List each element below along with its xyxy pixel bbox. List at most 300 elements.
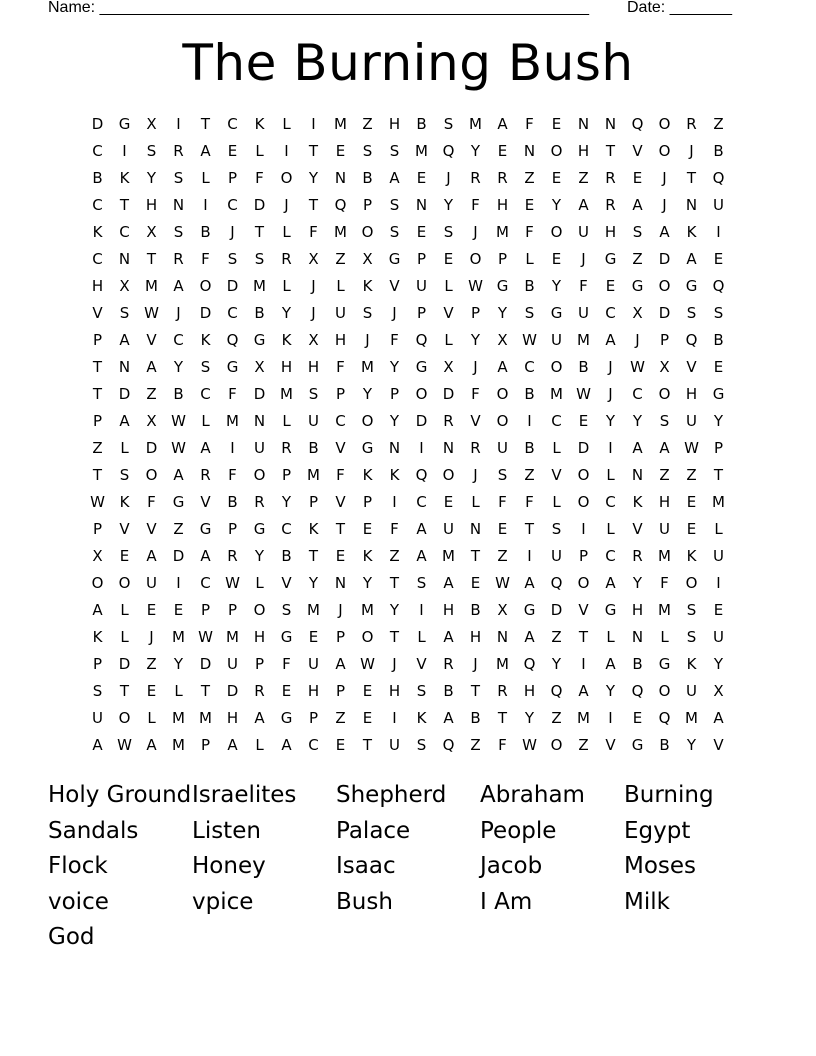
- grid-letter: Q: [550, 682, 563, 700]
- grid-letter: T: [470, 547, 481, 565]
- grid-letter: R: [254, 493, 265, 511]
- grid-letter: U: [713, 196, 724, 214]
- word-list-item: I Am: [480, 888, 533, 915]
- grid-letter: L: [552, 493, 561, 511]
- grid-letter: S: [416, 736, 427, 754]
- grid-letter: C: [92, 142, 103, 160]
- grid-letter: A: [389, 169, 400, 187]
- grid-letter: U: [578, 223, 589, 241]
- grid-letter: H: [658, 493, 671, 511]
- grid-letter: Y: [173, 358, 184, 376]
- grid-letter: C: [92, 250, 103, 268]
- grid-letter: G: [199, 520, 212, 538]
- grid-letter: P: [92, 655, 103, 673]
- grid-letter: E: [713, 358, 724, 376]
- grid-letter: A: [254, 709, 265, 727]
- grid-letter: U: [659, 520, 670, 538]
- grid-letter: Z: [335, 250, 346, 268]
- grid-letter: S: [92, 682, 103, 700]
- grid-letter: A: [335, 655, 346, 673]
- grid-letter: N: [118, 358, 131, 376]
- grid-letter: L: [552, 439, 561, 457]
- grid-letter: A: [443, 709, 454, 727]
- word-list-item: Bush: [336, 888, 393, 915]
- grid-letter: Y: [470, 331, 481, 349]
- grid-letter: L: [471, 493, 480, 511]
- grid-letter: F: [525, 115, 534, 133]
- grid-letter: M: [199, 709, 212, 727]
- grid-letter: E: [605, 277, 616, 295]
- grid-letter: H: [307, 682, 320, 700]
- grid-letter: E: [578, 412, 589, 430]
- grid-letter: C: [308, 736, 319, 754]
- grid-letter: A: [173, 277, 184, 295]
- grid-letter: U: [497, 439, 508, 457]
- grid-letter: M: [469, 115, 482, 133]
- grid-letter: R: [605, 196, 616, 214]
- grid-letter: S: [686, 304, 697, 322]
- grid-letter: O: [361, 412, 374, 430]
- grid-letter: V: [281, 574, 292, 592]
- grid-letter: B: [713, 331, 724, 349]
- grid-letter: Y: [686, 736, 697, 754]
- grid-letter: J: [689, 142, 694, 160]
- grid-letter: B: [416, 115, 427, 133]
- grid-letter: H: [145, 196, 158, 214]
- grid-letter: P: [335, 628, 346, 646]
- grid-letter: K: [362, 277, 373, 295]
- grid-letter: T: [605, 142, 616, 160]
- grid-letter: Q: [415, 331, 428, 349]
- grid-letter: Q: [658, 709, 671, 727]
- grid-letter: S: [146, 142, 157, 160]
- grid-letter: V: [632, 142, 643, 160]
- grid-letter: V: [578, 601, 589, 619]
- grid-letter: T: [470, 682, 481, 700]
- grid-letter: N: [253, 412, 266, 430]
- grid-letter: M: [577, 331, 590, 349]
- grid-letter: M: [226, 628, 239, 646]
- grid-letter: A: [524, 574, 535, 592]
- grid-letter: L: [174, 682, 183, 700]
- grid-letter: O: [91, 574, 104, 592]
- grid-letter: F: [282, 655, 291, 673]
- grid-row: [84, 624, 732, 651]
- grid-letter: M: [415, 142, 428, 160]
- grid-letter: V: [443, 304, 454, 322]
- grid-letter: R: [281, 439, 292, 457]
- grid-letter: S: [173, 169, 184, 187]
- grid-letter: C: [605, 304, 616, 322]
- grid-letter: T: [308, 547, 319, 565]
- grid-letter: O: [685, 574, 698, 592]
- grid-letter: Z: [335, 709, 346, 727]
- grid-letter: X: [146, 115, 157, 133]
- grid-letter: P: [200, 601, 211, 619]
- grid-letter: P: [227, 169, 238, 187]
- grid-row: [84, 138, 732, 165]
- grid-letter: J: [473, 223, 478, 241]
- grid-letter: E: [686, 493, 697, 511]
- grid-letter: O: [253, 466, 266, 484]
- grid-letter: M: [280, 385, 293, 403]
- grid-letter: J: [392, 655, 397, 673]
- grid-letter: Y: [173, 655, 184, 673]
- grid-letter: S: [389, 196, 400, 214]
- grid-letter: S: [416, 574, 427, 592]
- grid-letter: T: [92, 358, 103, 376]
- grid-letter: M: [172, 628, 185, 646]
- grid-letter: Z: [146, 385, 157, 403]
- grid-letter: K: [119, 169, 130, 187]
- grid-letter: E: [632, 169, 643, 187]
- word-list-item: Milk: [624, 888, 670, 915]
- grid-letter: S: [686, 628, 697, 646]
- grid-letter: Q: [550, 574, 563, 592]
- grid-letter: O: [280, 169, 293, 187]
- grid-letter: A: [92, 601, 103, 619]
- grid-letter: F: [201, 250, 210, 268]
- grid-letter: L: [120, 439, 129, 457]
- grid-letter: B: [254, 304, 265, 322]
- grid-letter: E: [497, 142, 508, 160]
- grid-letter: A: [443, 574, 454, 592]
- grid-letter: M: [550, 385, 563, 403]
- grid-letter: N: [604, 115, 617, 133]
- grid-row: [84, 327, 732, 354]
- grid-letter: N: [442, 439, 455, 457]
- grid-letter: A: [497, 358, 508, 376]
- grid-letter: B: [200, 223, 211, 241]
- grid-letter: S: [524, 304, 535, 322]
- grid-letter: B: [470, 709, 481, 727]
- grid-row: [84, 732, 732, 759]
- grid-letter: C: [227, 115, 238, 133]
- letter-grid: [84, 111, 732, 759]
- grid-letter: X: [308, 250, 319, 268]
- grid-letter: A: [416, 547, 427, 565]
- word-list-item: voice: [48, 888, 109, 915]
- grid-letter: S: [443, 223, 454, 241]
- grid-letter: Z: [497, 547, 508, 565]
- grid-letter: W: [90, 493, 105, 511]
- grid-letter: O: [496, 412, 509, 430]
- grid-letter: Y: [362, 574, 373, 592]
- grid-letter: B: [443, 682, 454, 700]
- grid-letter: U: [686, 682, 697, 700]
- grid-letter: N: [388, 439, 401, 457]
- grid-letter: L: [282, 115, 291, 133]
- grid-letter: O: [361, 628, 374, 646]
- grid-letter: E: [362, 709, 373, 727]
- grid-letter: C: [335, 412, 346, 430]
- grid-letter: R: [605, 169, 616, 187]
- grid-letter: I: [419, 439, 424, 457]
- grid-letter: V: [335, 439, 346, 457]
- grid-row: [84, 354, 732, 381]
- grid-letter: E: [713, 250, 724, 268]
- grid-letter: J: [392, 304, 397, 322]
- grid-letter: O: [658, 142, 671, 160]
- grid-letter: D: [658, 304, 671, 322]
- grid-letter: O: [118, 574, 131, 592]
- grid-letter: I: [176, 574, 181, 592]
- grid-letter: E: [146, 682, 157, 700]
- grid-letter: P: [308, 709, 319, 727]
- grid-letter: S: [389, 142, 400, 160]
- grid-letter: N: [631, 628, 644, 646]
- grid-letter: A: [659, 439, 670, 457]
- grid-letter: L: [417, 628, 426, 646]
- grid-letter: J: [230, 223, 235, 241]
- grid-letter: W: [522, 331, 537, 349]
- grid-letter: I: [419, 601, 424, 619]
- grid-row: [84, 111, 732, 138]
- grid-letter: N: [631, 466, 644, 484]
- grid-letter: O: [658, 682, 671, 700]
- grid-letter: E: [632, 709, 643, 727]
- grid-letter: I: [311, 115, 316, 133]
- grid-letter: N: [118, 250, 131, 268]
- grid-letter: L: [606, 466, 615, 484]
- grid-letter: Y: [254, 547, 265, 565]
- grid-letter: P: [335, 682, 346, 700]
- grid-letter: Y: [713, 412, 724, 430]
- grid-letter: Q: [523, 655, 536, 673]
- grid-letter: X: [146, 223, 157, 241]
- grid-letter: K: [119, 493, 130, 511]
- grid-letter: Z: [713, 115, 724, 133]
- grid-letter: L: [444, 331, 453, 349]
- puzzle-title: The Burning Bush: [182, 34, 634, 92]
- grid-letter: B: [659, 736, 670, 754]
- grid-letter: Y: [605, 682, 616, 700]
- grid-letter: L: [282, 412, 291, 430]
- grid-letter: K: [254, 115, 265, 133]
- grid-letter: M: [307, 601, 320, 619]
- grid-letter: H: [685, 385, 698, 403]
- grid-letter: X: [308, 331, 319, 349]
- grid-letter: U: [146, 574, 157, 592]
- word-list-item: People: [480, 817, 557, 844]
- grid-letter: S: [551, 520, 562, 538]
- grid-letter: Q: [685, 331, 698, 349]
- grid-letter: G: [550, 304, 563, 322]
- grid-letter: F: [255, 169, 264, 187]
- grid-letter: G: [280, 709, 293, 727]
- grid-letter: F: [498, 736, 507, 754]
- grid-letter: W: [198, 628, 213, 646]
- grid-letter: Q: [631, 682, 644, 700]
- grid-letter: Z: [551, 709, 562, 727]
- grid-letter: A: [497, 115, 508, 133]
- grid-letter: U: [551, 547, 562, 565]
- grid-letter: C: [524, 358, 535, 376]
- grid-letter: N: [685, 196, 698, 214]
- grid-letter: M: [172, 709, 185, 727]
- name-field-line: Name: _______________________________________________________: [48, 0, 589, 16]
- grid-letter: C: [281, 520, 292, 538]
- grid-letter: O: [577, 493, 590, 511]
- grid-letter: S: [227, 250, 238, 268]
- grid-letter: C: [92, 196, 103, 214]
- grid-letter: Y: [497, 304, 508, 322]
- grid-letter: X: [443, 358, 454, 376]
- grid-letter: O: [361, 223, 374, 241]
- grid-letter: X: [659, 358, 670, 376]
- grid-letter: Z: [146, 655, 157, 673]
- grid-row: [84, 570, 732, 597]
- grid-letter: S: [362, 304, 373, 322]
- grid-letter: H: [523, 682, 536, 700]
- grid-letter: V: [416, 655, 427, 673]
- grid-letter: Y: [308, 574, 319, 592]
- grid-letter: O: [415, 385, 428, 403]
- grid-row: [84, 678, 732, 705]
- grid-letter: R: [281, 250, 292, 268]
- grid-letter: S: [119, 304, 130, 322]
- grid-letter: U: [713, 628, 724, 646]
- grid-letter: R: [173, 142, 184, 160]
- grid-letter: E: [524, 196, 535, 214]
- grid-letter: A: [416, 520, 427, 538]
- grid-letter: L: [660, 628, 669, 646]
- grid-letter: O: [577, 466, 590, 484]
- grid-letter: P: [92, 520, 103, 538]
- grid-letter: U: [308, 412, 319, 430]
- grid-letter: Z: [362, 115, 373, 133]
- grid-letter: L: [147, 709, 156, 727]
- grid-letter: H: [280, 358, 293, 376]
- grid-letter: J: [446, 169, 451, 187]
- grid-letter: O: [550, 223, 563, 241]
- grid-letter: B: [173, 385, 184, 403]
- grid-letter: U: [92, 709, 103, 727]
- grid-letter: B: [524, 277, 535, 295]
- grid-letter: P: [281, 466, 292, 484]
- grid-letter: E: [227, 142, 238, 160]
- grid-letter: T: [119, 682, 130, 700]
- grid-letter: Q: [712, 169, 725, 187]
- grid-letter: O: [253, 601, 266, 619]
- grid-letter: Y: [389, 412, 400, 430]
- grid-letter: I: [230, 439, 235, 457]
- grid-letter: I: [716, 574, 721, 592]
- grid-letter: E: [551, 115, 562, 133]
- grid-letter: O: [658, 115, 671, 133]
- grid-letter: A: [173, 466, 184, 484]
- grid-letter: W: [171, 439, 186, 457]
- grid-letter: G: [604, 601, 617, 619]
- word-list-item: Honey: [192, 853, 266, 880]
- grid-letter: H: [334, 331, 347, 349]
- grid-letter: G: [253, 331, 266, 349]
- grid-letter: M: [334, 115, 347, 133]
- grid-letter: R: [443, 412, 454, 430]
- grid-letter: L: [255, 142, 264, 160]
- grid-letter: X: [92, 547, 103, 565]
- grid-letter: S: [686, 601, 697, 619]
- grid-letter: V: [119, 520, 130, 538]
- grid-letter: U: [551, 331, 562, 349]
- grid-letter: S: [659, 412, 670, 430]
- grid-letter: E: [497, 520, 508, 538]
- grid-letter: S: [281, 601, 292, 619]
- grid-letter: O: [550, 736, 563, 754]
- grid-letter: R: [497, 169, 508, 187]
- grid-letter: J: [311, 304, 316, 322]
- grid-letter: K: [308, 520, 319, 538]
- grid-letter: Y: [281, 304, 292, 322]
- grid-letter: M: [334, 223, 347, 241]
- grid-letter: J: [149, 628, 154, 646]
- grid-letter: I: [392, 709, 397, 727]
- grid-letter: M: [496, 223, 509, 241]
- grid-letter: A: [605, 574, 616, 592]
- grid-letter: A: [227, 736, 238, 754]
- grid-letter: I: [527, 412, 532, 430]
- grid-letter: T: [389, 574, 400, 592]
- grid-letter: J: [662, 169, 667, 187]
- grid-letter: F: [471, 385, 480, 403]
- grid-letter: G: [685, 277, 698, 295]
- grid-letter: X: [146, 412, 157, 430]
- grid-letter: V: [713, 736, 724, 754]
- word-list-item: Moses: [624, 853, 697, 880]
- grid-letter: S: [713, 304, 724, 322]
- grid-letter: E: [335, 547, 346, 565]
- grid-letter: O: [145, 466, 158, 484]
- grid-letter: O: [496, 385, 509, 403]
- grid-letter: E: [443, 250, 454, 268]
- grid-letter: P: [470, 304, 481, 322]
- grid-letter: L: [606, 628, 615, 646]
- grid-letter: Q: [226, 331, 239, 349]
- grid-letter: O: [550, 142, 563, 160]
- grid-letter: Y: [308, 169, 319, 187]
- grid-letter: T: [146, 250, 157, 268]
- grid-letter: X: [497, 331, 508, 349]
- grid-letter: N: [415, 196, 428, 214]
- grid-letter: M: [496, 655, 509, 673]
- grid-row: [84, 516, 732, 543]
- word-list-item: Sandals: [48, 817, 139, 844]
- grid-letter: Y: [551, 196, 562, 214]
- grid-letter: D: [226, 682, 239, 700]
- grid-letter: Y: [389, 601, 400, 619]
- grid-letter: A: [632, 439, 643, 457]
- grid-letter: W: [684, 439, 699, 457]
- grid-letter: J: [473, 358, 478, 376]
- grid-letter: F: [336, 358, 345, 376]
- grid-letter: E: [308, 628, 319, 646]
- grid-letter: K: [92, 628, 103, 646]
- grid-letter: D: [253, 196, 266, 214]
- grid-letter: C: [200, 385, 211, 403]
- grid-letter: A: [200, 547, 211, 565]
- grid-letter: N: [496, 628, 509, 646]
- grid-letter: Y: [551, 655, 562, 673]
- grid-letter: G: [253, 520, 266, 538]
- grid-letter: G: [280, 628, 293, 646]
- grid-letter: K: [200, 331, 211, 349]
- grid-letter: O: [199, 277, 212, 295]
- grid-row: [84, 462, 732, 489]
- grid-letter: P: [335, 385, 346, 403]
- grid-letter: K: [632, 493, 643, 511]
- grid-letter: D: [145, 439, 158, 457]
- grid-letter: D: [658, 250, 671, 268]
